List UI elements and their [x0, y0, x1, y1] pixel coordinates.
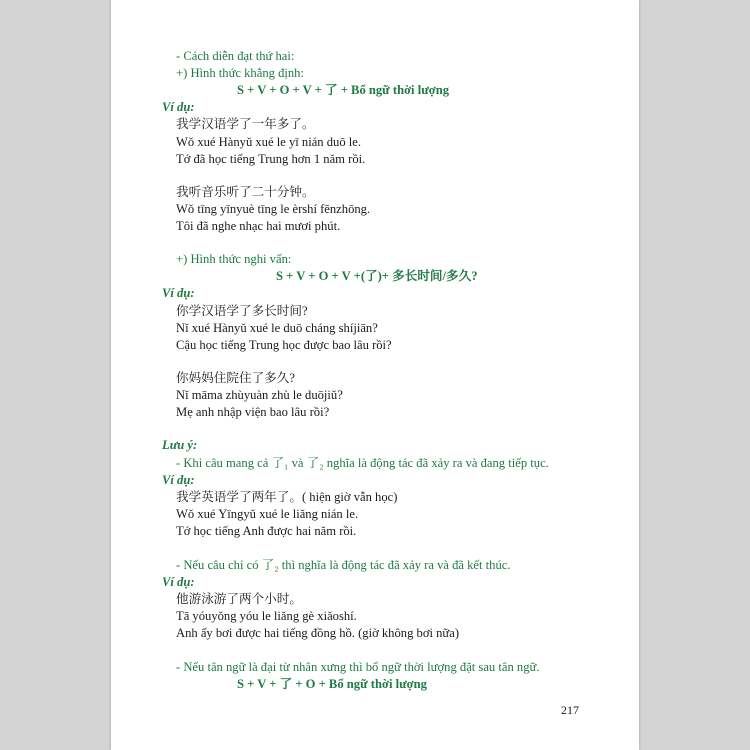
example-label: Ví dụ: [162, 575, 195, 589]
pinyin-sentence: Wǒ tīng yīnyuè tīng le èrshí fēnzhōng. [176, 202, 371, 216]
note-rule: - Nếu câu chỉ có 了₂ thì nghĩa là động tác đã xảy ra và đã kết thúc. [176, 558, 511, 572]
chinese-sentence: 你妈妈住院住了多久? [176, 371, 295, 385]
chinese-sentence: 我听音乐听了二十分钟。 [176, 185, 315, 199]
translation-sentence: Cậu học tiếng Trung học được bao lâu rồi? [176, 338, 392, 352]
translation-sentence: Mẹ anh nhập viện bao lâu rồi? [176, 405, 330, 419]
chinese-sentence: 他游泳游了两个小时。 [176, 592, 302, 606]
note-rule: - Nếu tân ngữ là đại từ nhân xưng thì bổ ngữ thời lượng đặt sau tân ngữ. [176, 660, 540, 674]
book-page [111, 0, 639, 750]
chinese-sentence: 我学汉语学了一年多了。 [176, 117, 315, 131]
translation-sentence: Tôi đã nghe nhạc hai mươi phút. [176, 219, 341, 233]
example-label: Ví dụ: [162, 100, 195, 114]
pinyin-sentence: Nǐ xué Hànyǔ xué le duō cháng shíjiān? [176, 321, 378, 335]
formula: S + V + O + V + 了 + Bổ ngữ thời lượng [237, 83, 450, 97]
translation-sentence: Tớ đã học tiếng Trung hơn 1 năm rồi. [176, 152, 366, 166]
formula: S + V + O + V +(了)+ 多长时间/多久? [276, 269, 478, 283]
pinyin-sentence: Nǐ māma zhùyuàn zhù le duōjiǔ? [176, 388, 343, 402]
example-label: Ví dụ: [162, 473, 195, 487]
note-rule: - Khi câu mang cả 了₁ và 了₂ nghĩa là động tác đã xảy ra và đang tiếp tục. [176, 456, 549, 470]
page-number: 217 [561, 703, 579, 717]
formula: S + V + 了 + O + Bổ ngữ thời lượng [237, 677, 427, 691]
note-heading: Lưu ý: [162, 438, 198, 452]
translation-sentence: Tớ học tiếng Anh được hai năm rồi. [176, 524, 357, 538]
pinyin-sentence: Wǒ xué Hànyǔ xué le yī nián duō le. [176, 135, 362, 149]
chinese-sentence: 我学英语学了两年了。( hiện giờ vẫn học) [176, 490, 398, 504]
chinese-sentence: 你学汉语学了多长时间? [176, 304, 308, 318]
example-label: Ví dụ: [162, 286, 195, 300]
form-heading: +) Hình thức khẳng định: [176, 66, 304, 80]
translation-sentence: Anh ấy bơi được hai tiếng đồng hồ. (giờ không bơi nữa) [176, 626, 460, 640]
pinyin-sentence: Tā yóuyǒng yóu le liǎng gè xiǎoshí. [176, 609, 357, 623]
pinyin-sentence: Wǒ xué Yīngyǔ xué le liǎng nián le. [176, 507, 359, 521]
form-heading: +) Hình thức nghi vấn: [176, 252, 292, 266]
section-heading: - Cách diễn đạt thứ hai: [176, 49, 295, 63]
